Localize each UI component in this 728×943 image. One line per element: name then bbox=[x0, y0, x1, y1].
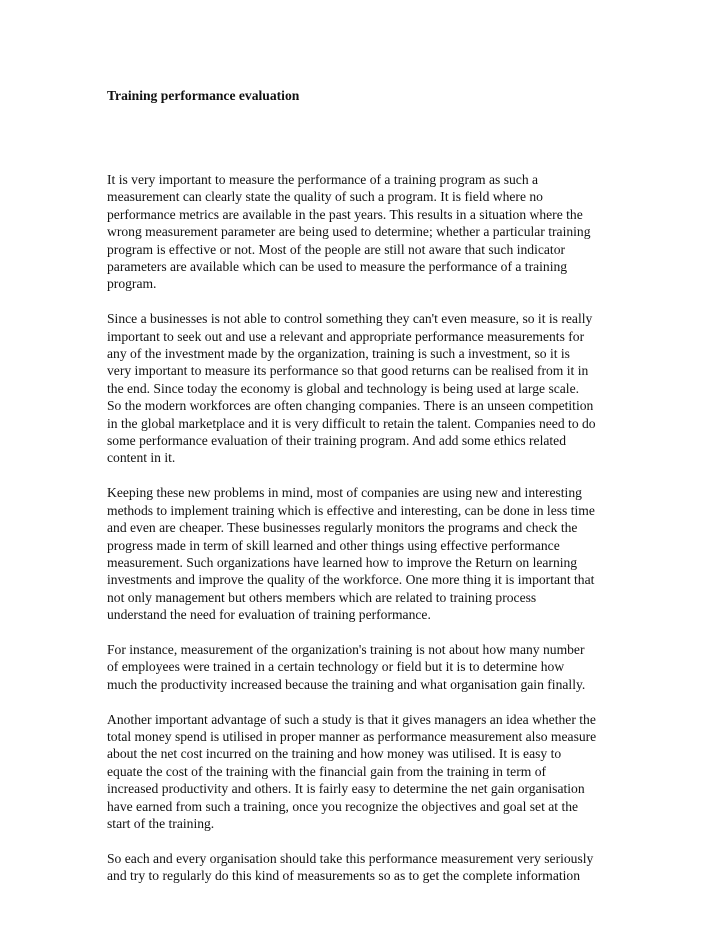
paragraph-line: understand the need for evaluation of training performance. bbox=[107, 607, 431, 623]
paragraph-line: measurement can clearly state the quality of such a program. It is field where no bbox=[107, 189, 543, 205]
paragraph-line: very important to measure its performance so that good returns can be realised from it in bbox=[107, 363, 589, 379]
paragraph-line: methods to implement training which is effective and interesting, can be done in less time bbox=[107, 502, 595, 518]
paragraph-line: about the net cost incurred on the training and how money was utilised. It is easy to bbox=[107, 746, 562, 762]
paragraph-line: Since a businesses is not able to control something they can't even measure, so it is really bbox=[107, 311, 593, 327]
paragraph-line: measurement. Such organizations have learned how to improve the Return on learning bbox=[107, 554, 578, 570]
paragraph-line: equate the cost of the training with the financial gain from the training in term of bbox=[107, 763, 547, 779]
paragraph bbox=[107, 171, 627, 293]
paragraph-line: and even are cheaper. These businesses regularly monitors the programs and check the bbox=[107, 520, 578, 536]
paragraph-line: content in it. bbox=[107, 450, 176, 466]
paragraph-line: much the productivity increased because the training and what organisation gain finally. bbox=[107, 676, 586, 692]
paragraph-line: It is very important to measure the performance of a training program as such a bbox=[107, 172, 539, 187]
paragraph-line: progress made in term of skill learned and other things using effective performance bbox=[107, 537, 560, 553]
paragraph-line: have earned from such a training, once you recognize the objectives and goal set at the bbox=[107, 798, 579, 814]
document-body bbox=[107, 171, 627, 902]
paragraph bbox=[107, 484, 627, 623]
paragraph bbox=[107, 850, 627, 885]
document-title: Training performance evaluation bbox=[107, 88, 300, 103]
paragraph-line: investments and improve the quality of the workforce. One more thing it is important that bbox=[107, 572, 595, 588]
paragraph-line: For instance, measurement of the organization's training is not about how many number bbox=[107, 641, 585, 657]
paragraph-line: important to seek out and use a relevant and appropriate performance measurements for bbox=[107, 328, 585, 344]
paragraph-line: any of the investment made by the organization, training is such a investment, so it is bbox=[107, 346, 570, 362]
paragraph-line: in the global marketplace and it is very difficult to retain the talent. Companies need to do bbox=[107, 415, 596, 431]
paragraph-line: not only management but others members which are related to training process bbox=[107, 589, 537, 605]
paragraph-line: So the modern workforces are often changing companies. There is an unseen competition bbox=[107, 398, 594, 414]
paragraph-line: the end. Since today the economy is global and technology is being used at large scale. bbox=[107, 380, 580, 396]
paragraph-line: program is effective or not. Most of the people are still not aware that such indicator bbox=[107, 241, 566, 257]
paragraph-line: program. bbox=[107, 276, 157, 292]
paragraph-line: some performance evaluation of their training program. And add some ethics related bbox=[107, 433, 567, 449]
paragraph bbox=[107, 711, 627, 833]
paragraph bbox=[107, 310, 627, 467]
paragraph-line: Another important advantage of such a study is that it gives managers an idea whether the bbox=[107, 711, 596, 727]
paragraph-line: total money spend is utilised in proper manner as performance measurement also measure bbox=[107, 728, 597, 744]
paragraph-line: and try to regularly do this kind of measurements so as to get the complete information bbox=[107, 868, 581, 884]
paragraph-line: wrong measurement parameter are being used to determine; whether a particular training bbox=[107, 224, 591, 240]
paragraph-line: increased productivity and others. It is fairly easy to determine the net gain organisation bbox=[107, 781, 585, 797]
paragraph-line: Keeping these new problems in mind, most of companies are using new and interesting bbox=[107, 485, 582, 501]
paragraph-line: of employees were trained in a certain technology or field but it is to determine how bbox=[107, 659, 565, 675]
paragraph-line: So each and every organisation should take this performance measurement very seriously bbox=[107, 850, 594, 866]
paragraph-line: performance metrics are available in the past years. This results in a situation where the bbox=[107, 206, 583, 222]
paragraph-line: parameters are available which can be used to measure the performance of a training bbox=[107, 259, 568, 275]
paragraph bbox=[107, 641, 627, 693]
paragraph-line: start of the training. bbox=[107, 815, 215, 831]
